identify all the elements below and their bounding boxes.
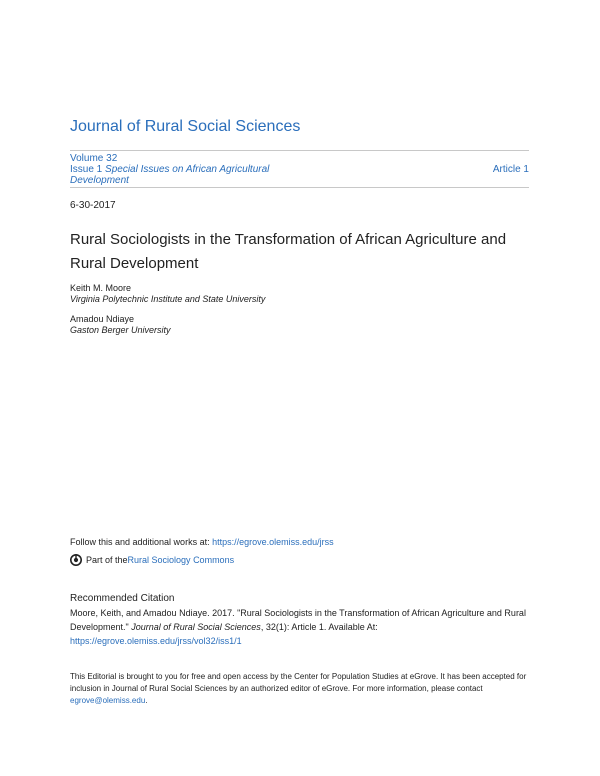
article-title: Rural Sociologists in the Transformation of African Agriculture and Rural Development xyxy=(70,231,507,272)
rural-sociology-commons-link[interactable]: Rural Sociology Commons xyxy=(127,555,235,565)
editorial-text: This Editorial is brought to you for free and open access by the Center for Population Studies at eGrove. It has been accepted for inclusion in Journal of Rural Social Sciences by an authorized editor of eGrove. For more information, please contact xyxy=(70,672,527,693)
publication-date: 6-30-2017 xyxy=(70,200,116,211)
author-1 xyxy=(70,283,265,305)
citation-part-2: , 32(1): Article 1. Available At: xyxy=(260,622,378,632)
recommended-citation-heading: Recommended Citation xyxy=(70,593,175,604)
citation-journal: Journal of Rural Social Sciences xyxy=(131,622,261,632)
author-2 xyxy=(70,314,171,336)
editorial-end: . xyxy=(145,696,148,705)
editorial-notice xyxy=(70,671,540,707)
issue-prefix: Issue 1 xyxy=(70,164,106,175)
part-of-prefix: Part of the xyxy=(86,555,128,565)
author-affiliation: Virginia Polytechnic Institute and State University xyxy=(70,294,266,304)
commons-icon xyxy=(70,554,82,566)
author-affiliation: Gaston Berger University xyxy=(70,325,171,335)
journal-title-link[interactable]: Journal of Rural Social Sciences xyxy=(70,118,301,135)
part-of-line xyxy=(70,554,234,566)
follow-text: Follow this and additional works at: xyxy=(70,537,213,547)
issue-info xyxy=(70,153,320,186)
volume-link[interactable]: Volume 32 xyxy=(70,153,118,164)
citation-text xyxy=(70,606,540,648)
citation-url-link[interactable]: https://egrove.olemiss.edu/jrss/vol32/iss1/1 xyxy=(70,636,242,646)
author-name: Amadou Ndiaye xyxy=(70,314,135,324)
bottom-divider xyxy=(70,187,529,188)
contact-email-link[interactable]: egrove@olemiss.edu xyxy=(70,696,146,705)
issue-title: Special Issues on African Agricultural Development xyxy=(70,164,270,186)
author-name: Keith M. Moore xyxy=(70,283,132,293)
follow-line xyxy=(70,537,334,547)
issue-line[interactable] xyxy=(70,164,320,186)
jrss-link[interactable]: https://egrove.olemiss.edu/jrss xyxy=(212,537,334,547)
article-number[interactable]: Article 1 xyxy=(492,164,529,175)
top-divider xyxy=(70,150,529,151)
citation-part-1: Moore, Keith, and Amadou Ndiaye. 2017. "Rural Sociologists in the Transformation of African Agriculture and Rural Development." xyxy=(70,608,526,632)
